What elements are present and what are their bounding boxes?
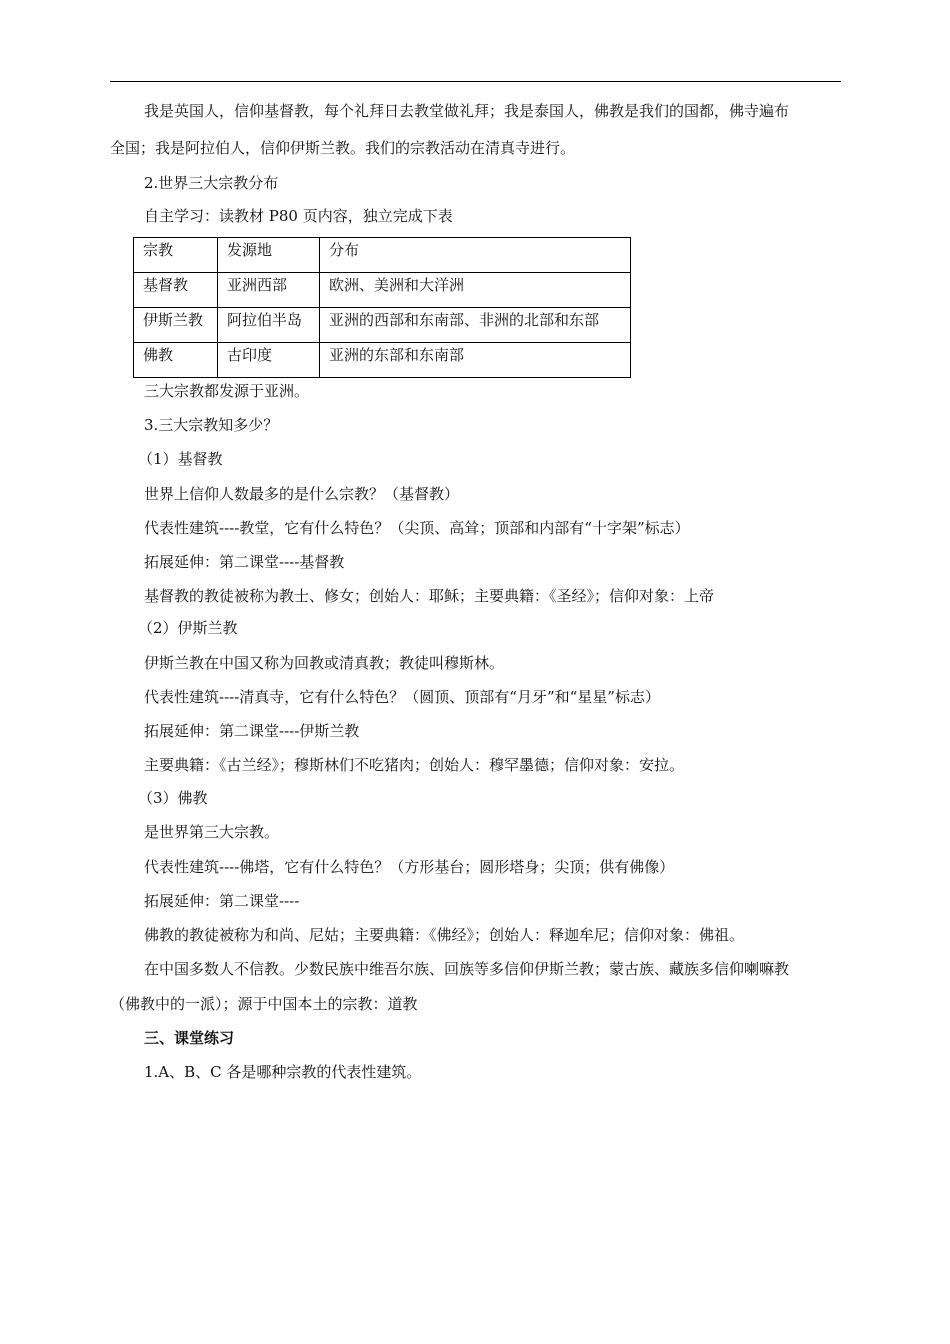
buddhism-q1: 是世界第三大宗教。: [144, 823, 280, 841]
intro-line-2: 全国；我是阿拉伯人，信仰伊斯兰教。我们的宗教活动在清真寺进行。: [110, 139, 576, 157]
christianity-ext: 拓展延伸：第二课堂----基督教: [144, 553, 345, 571]
table-cell: 伊斯兰教: [134, 308, 218, 343]
islam-q1: 伊斯兰教在中国又称为回教或清真教；教徒叫穆斯林。: [144, 654, 505, 672]
christianity-q1: 世界上信仰人数最多的是什么宗教？（基督教）: [144, 485, 460, 503]
christianity-info: 基督教的教徒被称为教士、修女；创始人：耶稣；主要典籍：《圣经》；信仰对象：上帝: [144, 587, 715, 605]
islam-q2: 代表性建筑----清真寺，它有什么特色？（圆顶、顶部有“月牙”和“星星”标志）: [144, 688, 660, 706]
religion-distribution-table: [133, 237, 631, 378]
table-header-row: [134, 238, 631, 273]
table-row: [134, 343, 631, 378]
islam-info: 主要典籍：《古兰经》；穆斯林们不吃猪肉；创始人：穆罕墨德；信仰对象：安拉。: [144, 756, 685, 774]
section-2-heading: 2.世界三大宗教分布: [144, 174, 279, 192]
table-row: [134, 308, 631, 343]
table-cell: 亚洲的西部和东南部、非洲的北部和东部: [320, 308, 631, 343]
buddhism-info: 佛教的教徒被称为和尚、尼姑；主要典籍：《佛经》；创始人：释迦牟尼；信仰对象：佛祖。: [144, 926, 745, 944]
china-line-2: （佛教中的一派）；源于中国本土的宗教：道教: [110, 995, 418, 1013]
table-conclusion: 三大宗教都发源于亚洲。: [144, 382, 310, 400]
table-cell: 亚洲的东部和东南部: [320, 343, 631, 378]
christianity-title: （1）基督教: [138, 450, 223, 468]
china-line-1: 在中国多数人不信教。少数民族中维吾尔族、回族等多信仰伊斯兰教；蒙古族、藏族多信仰喇嘛教: [144, 960, 790, 978]
table-header-cell: 宗教: [134, 238, 218, 273]
table-cell: 欧洲、美洲和大洋洲: [320, 273, 631, 308]
islam-title: （2）伊斯兰教: [138, 619, 238, 637]
table-cell: 佛教: [134, 343, 218, 378]
buddhism-q2: 代表性建筑----佛塔，它有什么特色？（方形基台；圆形塔身；尖顶；供有佛像）: [144, 858, 675, 876]
buddhism-title: （3）佛教: [138, 789, 208, 807]
buddhism-ext: 拓展延伸：第二课堂----: [144, 892, 300, 910]
section-2-task: 自主学习：读教材 P80 页内容，独立完成下表: [144, 207, 453, 225]
islam-ext: 拓展延伸：第二课堂----伊斯兰教: [144, 722, 360, 740]
table-cell: 亚洲西部: [218, 273, 320, 308]
practice-heading: 三、课堂练习: [144, 1029, 235, 1047]
table-cell: 古印度: [218, 343, 320, 378]
table-row: [134, 273, 631, 308]
practice-q1: 1.A、B、C 各是哪种宗教的代表性建筑。: [144, 1063, 422, 1081]
table-cell: 阿拉伯半岛: [218, 308, 320, 343]
table-cell: 基督教: [134, 273, 218, 308]
table-header-cell: 发源地: [218, 238, 320, 273]
intro-line-1: 我是英国人，信仰基督教，每个礼拜日去教堂做礼拜；我是泰国人，佛教是我们的国都，佛寺遍布: [144, 102, 790, 120]
table-header-cell: 分布: [320, 238, 631, 273]
header-rule: [110, 81, 841, 82]
christianity-q2: 代表性建筑----教堂，它有什么特色？（尖顶、高耸；顶部和内部有“十字架”标志）: [144, 519, 690, 537]
section-3-heading: 3.三大宗教知多少？: [144, 416, 279, 434]
